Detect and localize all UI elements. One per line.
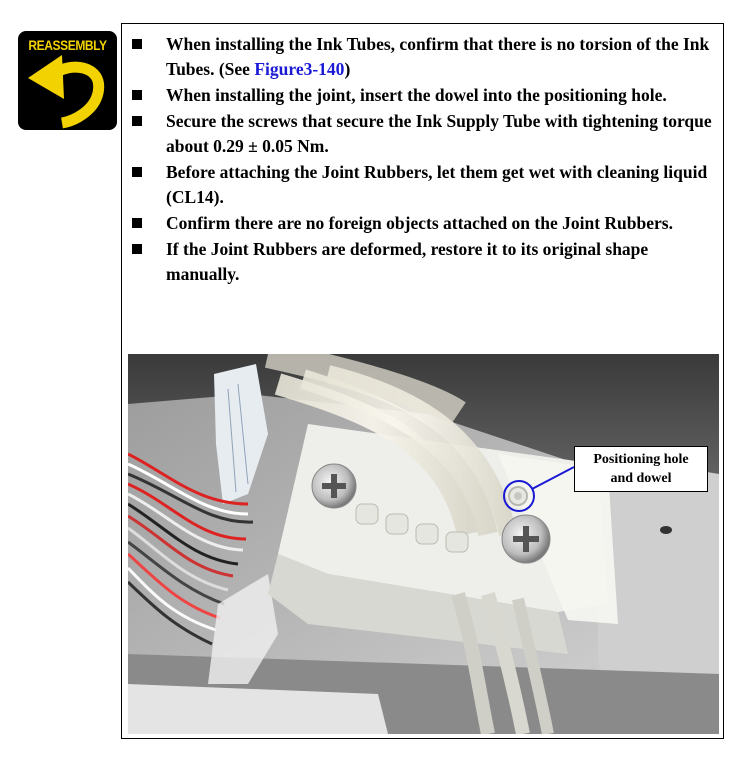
note-item xyxy=(122,237,722,287)
content-frame xyxy=(121,23,724,739)
return-arrow-icon xyxy=(18,31,117,130)
note-text: When installing the Ink Tubes, confirm that there is no torsion of the Ink Tubes. (See xyxy=(166,34,710,79)
note-item xyxy=(122,109,722,159)
square-bullet-icon xyxy=(132,244,142,254)
badge-label: REASSEMBLY xyxy=(28,37,107,53)
reassembly-badge xyxy=(18,31,117,130)
callout-line-2: and dowel xyxy=(610,471,672,486)
note-text: When installing the joint, insert the dowel into the positioning hole. xyxy=(166,85,667,105)
note-item xyxy=(122,160,722,210)
note-item xyxy=(122,83,722,108)
square-bullet-icon xyxy=(132,39,142,49)
note-suffix: ) xyxy=(344,59,351,79)
note-text: If the Joint Rubbers are deformed, restore it to its original shape manually. xyxy=(166,239,649,284)
note-item xyxy=(122,211,722,236)
square-bullet-icon xyxy=(132,116,142,126)
square-bullet-icon xyxy=(132,218,142,228)
note-item xyxy=(122,32,722,82)
square-bullet-icon xyxy=(132,167,142,177)
note-text: Secure the screws that secure the Ink Supply Tube with tightening torque about 0.29 ± 0.05 Nm. xyxy=(166,111,712,156)
note-text: Confirm there are no foreign objects attached on the Joint Rubbers. xyxy=(166,213,673,233)
callout-label xyxy=(574,446,708,492)
joint-photo xyxy=(128,354,719,734)
joint-assembly-illustration xyxy=(128,354,719,734)
square-bullet-icon xyxy=(132,90,142,100)
callout-line-1: Positioning hole xyxy=(593,452,689,467)
figure-link[interactable]: Figure3-140 xyxy=(254,59,345,79)
notes-list xyxy=(122,32,722,288)
note-text: Before attaching the Joint Rubbers, let them get wet with cleaning liquid (CL14). xyxy=(166,162,708,207)
